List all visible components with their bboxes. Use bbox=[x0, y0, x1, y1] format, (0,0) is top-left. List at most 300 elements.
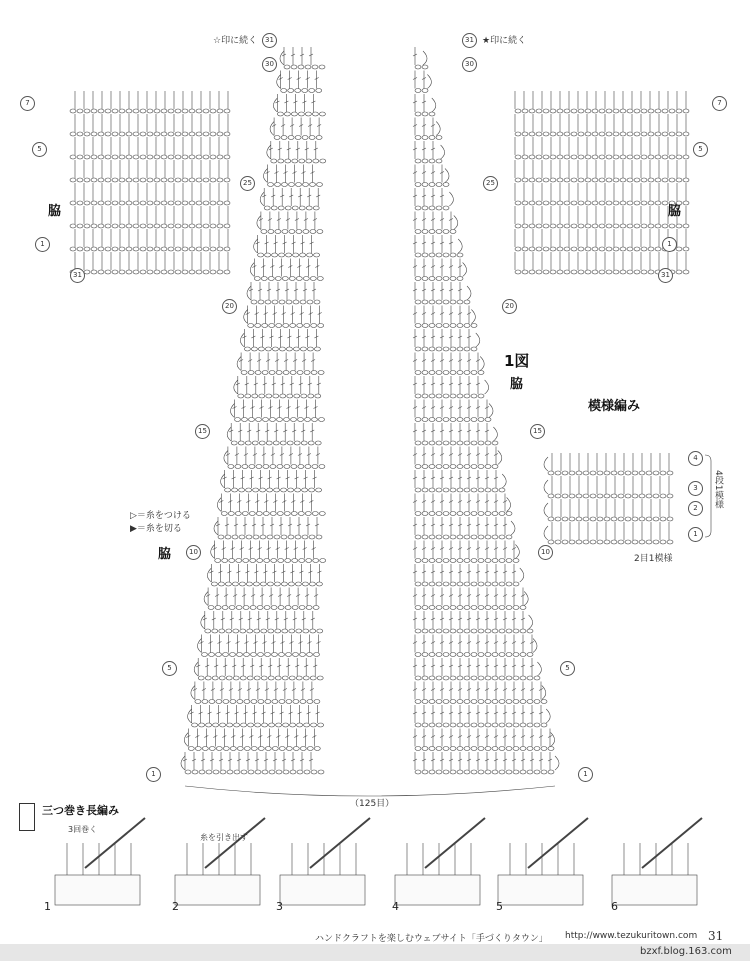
chain-mark bbox=[492, 700, 498, 704]
chain-mark bbox=[613, 270, 619, 274]
chain-mark bbox=[318, 723, 324, 727]
turning-chain bbox=[555, 756, 559, 770]
chain-mark bbox=[471, 418, 477, 422]
chain-mark bbox=[592, 270, 598, 274]
page-footer bbox=[0, 929, 750, 961]
chain-mark bbox=[571, 132, 577, 136]
turning-chain bbox=[427, 75, 431, 89]
chain-mark bbox=[119, 201, 125, 205]
chain-mark bbox=[450, 653, 456, 657]
chain-mark bbox=[422, 159, 428, 163]
row-number: 20 bbox=[502, 299, 517, 314]
chain-mark bbox=[154, 201, 160, 205]
chain-mark bbox=[429, 512, 435, 516]
chain-mark bbox=[457, 653, 463, 657]
chain-mark bbox=[520, 606, 526, 610]
chain-mark bbox=[233, 676, 239, 680]
chain-mark bbox=[522, 178, 528, 182]
chain-mark bbox=[422, 65, 428, 69]
chain-mark bbox=[599, 247, 605, 251]
chain-mark bbox=[429, 770, 435, 774]
chain-mark bbox=[429, 676, 435, 680]
chain-mark bbox=[648, 201, 654, 205]
chain-mark bbox=[268, 277, 274, 281]
chain-mark bbox=[305, 418, 311, 422]
chain-mark bbox=[422, 747, 428, 751]
chain-mark bbox=[199, 723, 205, 727]
chain-mark bbox=[203, 155, 209, 159]
chain-mark bbox=[541, 700, 547, 704]
footer-watermark: bzxf.blog.163.com bbox=[640, 946, 732, 957]
chain-mark bbox=[258, 300, 264, 304]
chain-mark bbox=[569, 494, 575, 498]
turning-chain bbox=[207, 568, 211, 582]
chain-mark bbox=[422, 441, 428, 445]
chain-mark bbox=[536, 270, 542, 274]
chain-mark bbox=[562, 540, 568, 544]
chain-mark bbox=[266, 394, 272, 398]
chain-mark bbox=[485, 535, 491, 539]
chain-mark bbox=[543, 109, 549, 113]
chain-mark bbox=[422, 535, 428, 539]
chain-mark bbox=[284, 418, 290, 422]
turning-chain bbox=[264, 169, 268, 183]
chain-mark bbox=[436, 441, 442, 445]
chain-mark bbox=[613, 247, 619, 251]
chain-mark bbox=[557, 201, 563, 205]
chain-mark bbox=[529, 201, 535, 205]
chain-mark bbox=[513, 559, 519, 563]
swatch-base bbox=[395, 875, 480, 905]
chain-mark bbox=[319, 418, 325, 422]
chain-mark bbox=[251, 347, 257, 351]
chain-mark bbox=[133, 132, 139, 136]
chain-mark bbox=[515, 132, 521, 136]
chain-mark bbox=[471, 347, 477, 351]
chain-mark bbox=[84, 224, 90, 228]
chain-mark bbox=[422, 394, 428, 398]
chain-mark bbox=[543, 201, 549, 205]
chain-mark bbox=[192, 770, 198, 774]
row-number: 25 bbox=[483, 176, 498, 191]
chain-mark bbox=[415, 159, 421, 163]
chain-mark bbox=[304, 371, 310, 375]
chain-mark bbox=[415, 606, 421, 610]
chain-mark bbox=[251, 700, 257, 704]
chain-mark bbox=[258, 347, 264, 351]
chain-mark bbox=[443, 582, 449, 586]
chain-mark bbox=[256, 465, 262, 469]
chain-mark bbox=[250, 559, 256, 563]
chain-mark bbox=[576, 494, 582, 498]
chain-mark bbox=[312, 512, 318, 516]
chain-mark bbox=[189, 132, 195, 136]
chain-mark bbox=[648, 178, 654, 182]
chain-mark bbox=[225, 488, 231, 492]
chain-mark bbox=[583, 540, 589, 544]
chain-mark bbox=[478, 676, 484, 680]
chain-mark bbox=[429, 206, 435, 210]
chain-mark bbox=[471, 629, 477, 633]
turning-chain bbox=[181, 756, 185, 770]
chain-mark bbox=[662, 109, 668, 113]
chain-mark bbox=[597, 517, 603, 521]
chain-mark bbox=[541, 723, 547, 727]
chain-mark bbox=[415, 418, 421, 422]
step-1: 1 bbox=[44, 900, 51, 913]
chain-mark bbox=[140, 247, 146, 251]
chain-mark bbox=[527, 676, 533, 680]
chain-mark bbox=[471, 535, 477, 539]
chain-mark bbox=[278, 606, 284, 610]
chain-mark bbox=[251, 653, 257, 657]
chain-mark bbox=[683, 155, 689, 159]
chain-mark bbox=[536, 155, 542, 159]
chain-mark bbox=[270, 418, 276, 422]
chain-mark bbox=[543, 270, 549, 274]
chain-mark bbox=[585, 132, 591, 136]
chain-mark bbox=[450, 465, 456, 469]
chain-mark bbox=[303, 277, 309, 281]
chain-mark bbox=[91, 201, 97, 205]
chain-mark bbox=[620, 270, 626, 274]
chain-mark bbox=[254, 676, 260, 680]
chain-mark bbox=[185, 770, 191, 774]
chain-mark bbox=[527, 629, 533, 633]
chain-mark bbox=[557, 178, 563, 182]
turning-chain bbox=[511, 521, 515, 535]
chain-mark bbox=[242, 465, 248, 469]
chain-mark bbox=[634, 109, 640, 113]
chain-mark bbox=[641, 201, 647, 205]
chain-mark bbox=[300, 700, 306, 704]
chain-mark bbox=[216, 653, 222, 657]
chain-mark bbox=[237, 747, 243, 751]
chain-mark bbox=[471, 723, 477, 727]
chain-mark bbox=[618, 540, 624, 544]
chain-mark bbox=[210, 247, 216, 251]
chain-mark bbox=[620, 224, 626, 228]
chain-mark bbox=[655, 178, 661, 182]
chain-mark bbox=[415, 559, 421, 563]
chain-mark bbox=[140, 132, 146, 136]
chain-mark bbox=[196, 270, 202, 274]
chain-mark bbox=[667, 517, 673, 521]
chain-mark bbox=[443, 277, 449, 281]
chain-mark bbox=[313, 159, 319, 163]
chain-mark bbox=[436, 559, 442, 563]
chain-mark bbox=[464, 394, 470, 398]
chain-mark bbox=[492, 441, 498, 445]
turning-chain bbox=[221, 474, 225, 488]
chain-mark bbox=[443, 653, 449, 657]
chain-mark bbox=[286, 253, 292, 257]
chain-mark bbox=[611, 494, 617, 498]
chain-mark bbox=[422, 183, 428, 187]
chain-mark bbox=[620, 155, 626, 159]
chain-mark bbox=[105, 201, 111, 205]
chain-mark bbox=[230, 700, 236, 704]
chain-mark bbox=[243, 559, 249, 563]
chain-mark bbox=[541, 770, 547, 774]
chain-mark bbox=[415, 676, 421, 680]
chain-mark bbox=[224, 201, 230, 205]
chain-mark bbox=[253, 582, 259, 586]
chain-mark bbox=[529, 270, 535, 274]
chain-mark bbox=[119, 270, 125, 274]
chain-mark bbox=[319, 112, 325, 116]
chain-mark bbox=[161, 247, 167, 251]
chain-mark bbox=[515, 178, 521, 182]
chain-mark bbox=[613, 224, 619, 228]
chain-mark bbox=[306, 559, 312, 563]
turning-chain bbox=[476, 333, 480, 347]
chain-mark bbox=[288, 89, 294, 93]
chain-mark bbox=[306, 606, 312, 610]
chain-mark bbox=[269, 324, 275, 328]
chain-mark bbox=[217, 270, 223, 274]
chain-mark bbox=[415, 112, 421, 116]
row-number: 30 bbox=[262, 57, 277, 72]
left-side-label: 脇 bbox=[158, 547, 172, 562]
chain-mark bbox=[443, 512, 449, 516]
chain-mark bbox=[283, 723, 289, 727]
chain-mark bbox=[429, 441, 435, 445]
chain-mark bbox=[485, 700, 491, 704]
chain-mark bbox=[613, 109, 619, 113]
chain-mark bbox=[232, 582, 238, 586]
chain-mark bbox=[529, 109, 535, 113]
chain-mark bbox=[604, 540, 610, 544]
swatch-base bbox=[280, 875, 365, 905]
chain-mark bbox=[571, 247, 577, 251]
chain-mark bbox=[478, 488, 484, 492]
chain-mark bbox=[283, 371, 289, 375]
chain-mark bbox=[274, 488, 280, 492]
chain-mark bbox=[303, 230, 309, 234]
chain-mark bbox=[284, 465, 290, 469]
chain-mark bbox=[443, 418, 449, 422]
chain-mark bbox=[492, 747, 498, 751]
turning-chain bbox=[537, 662, 541, 676]
chain-mark bbox=[277, 418, 283, 422]
row-number: 1 bbox=[146, 767, 161, 782]
chain-mark bbox=[302, 535, 308, 539]
chain-mark bbox=[299, 559, 305, 563]
chain-mark bbox=[91, 132, 97, 136]
chain-mark bbox=[254, 629, 260, 633]
turning-chain bbox=[467, 286, 471, 300]
chain-mark bbox=[248, 371, 254, 375]
chain-mark bbox=[277, 512, 283, 516]
turning-chain bbox=[244, 310, 248, 324]
chain-mark bbox=[499, 512, 505, 516]
chain-mark bbox=[471, 371, 477, 375]
chain-mark bbox=[310, 629, 316, 633]
chain-mark bbox=[457, 324, 463, 328]
chain-mark bbox=[196, 132, 202, 136]
chain-mark bbox=[175, 270, 181, 274]
chain-mark bbox=[499, 770, 505, 774]
chain-mark bbox=[126, 247, 132, 251]
chain-mark bbox=[534, 700, 540, 704]
chain-mark bbox=[105, 270, 111, 274]
chain-mark bbox=[415, 700, 421, 704]
chain-mark bbox=[260, 582, 266, 586]
row-number: 20 bbox=[222, 299, 237, 314]
chain-mark bbox=[506, 700, 512, 704]
chain-mark bbox=[634, 247, 640, 251]
chain-mark bbox=[478, 535, 484, 539]
chain-mark bbox=[534, 723, 540, 727]
turning-chain bbox=[551, 733, 555, 747]
turning-chain bbox=[211, 545, 215, 559]
chain-mark bbox=[536, 247, 542, 251]
turning-chain bbox=[257, 216, 261, 230]
chain-mark bbox=[578, 224, 584, 228]
chain-mark bbox=[222, 606, 228, 610]
chain-mark bbox=[273, 394, 279, 398]
chain-mark bbox=[212, 629, 218, 633]
chain-mark bbox=[415, 723, 421, 727]
chain-mark bbox=[248, 770, 254, 774]
swatch-base bbox=[55, 875, 140, 905]
chain-mark bbox=[513, 770, 519, 774]
chain-mark bbox=[238, 441, 244, 445]
chain-mark bbox=[555, 471, 561, 475]
chain-mark bbox=[639, 517, 645, 521]
chain-mark bbox=[119, 109, 125, 113]
chain-mark bbox=[175, 247, 181, 251]
chain-mark bbox=[220, 723, 226, 727]
chain-mark bbox=[627, 109, 633, 113]
chain-mark bbox=[228, 465, 234, 469]
turning-chain bbox=[191, 686, 195, 700]
chain-mark bbox=[464, 371, 470, 375]
chain-mark bbox=[300, 653, 306, 657]
chain-mark bbox=[248, 324, 254, 328]
chain-mark bbox=[264, 206, 270, 210]
chain-mark bbox=[436, 277, 442, 281]
chain-mark bbox=[536, 132, 542, 136]
chain-mark bbox=[307, 700, 313, 704]
chain-mark bbox=[307, 747, 313, 751]
chain-mark bbox=[195, 700, 201, 704]
chain-mark bbox=[415, 535, 421, 539]
chain-mark bbox=[583, 494, 589, 498]
chain-mark bbox=[464, 441, 470, 445]
chain-mark bbox=[229, 559, 235, 563]
chain-mark bbox=[557, 247, 563, 251]
chain-mark bbox=[529, 247, 535, 251]
chain-mark bbox=[84, 247, 90, 251]
chain-mark bbox=[319, 465, 325, 469]
turning-chain bbox=[214, 521, 218, 535]
chain-mark bbox=[298, 112, 304, 116]
chain-mark bbox=[485, 606, 491, 610]
turning-chain bbox=[224, 451, 228, 465]
chain-mark bbox=[314, 747, 320, 751]
turning-chain bbox=[194, 662, 198, 676]
turning-chain bbox=[445, 169, 449, 183]
chain-mark bbox=[278, 559, 284, 563]
chain-mark bbox=[306, 159, 312, 163]
chain-mark bbox=[279, 300, 285, 304]
chain-mark bbox=[550, 132, 556, 136]
chain-mark bbox=[653, 517, 659, 521]
chain-mark bbox=[255, 371, 261, 375]
chain-mark bbox=[683, 109, 689, 113]
chain-mark bbox=[305, 65, 311, 69]
chain-mark bbox=[522, 109, 528, 113]
chain-mark bbox=[91, 247, 97, 251]
chain-mark bbox=[223, 700, 229, 704]
chain-mark bbox=[639, 540, 645, 544]
chain-mark bbox=[147, 109, 153, 113]
chain-mark bbox=[249, 418, 255, 422]
chain-mark bbox=[278, 206, 284, 210]
row-number: 1 bbox=[578, 767, 593, 782]
chain-mark bbox=[189, 270, 195, 274]
chain-mark bbox=[620, 247, 626, 251]
chain-mark bbox=[119, 155, 125, 159]
chain-mark bbox=[569, 540, 575, 544]
chain-mark bbox=[599, 224, 605, 228]
chain-mark bbox=[261, 629, 267, 633]
chain-mark bbox=[450, 441, 456, 445]
chain-mark bbox=[300, 747, 306, 751]
chain-mark bbox=[246, 535, 252, 539]
chain-mark bbox=[175, 224, 181, 228]
chain-mark bbox=[471, 512, 477, 516]
chain-mark bbox=[254, 277, 260, 281]
chain-mark bbox=[261, 277, 267, 281]
chain-mark bbox=[161, 201, 167, 205]
chain-mark bbox=[655, 155, 661, 159]
chain-mark bbox=[305, 465, 311, 469]
chain-mark bbox=[297, 371, 303, 375]
footer-url[interactable]: http://www.tezukuritown.com bbox=[565, 931, 698, 941]
chain-mark bbox=[304, 770, 310, 774]
chain-mark bbox=[457, 347, 463, 351]
chain-mark bbox=[634, 155, 640, 159]
turning-chain bbox=[544, 457, 548, 471]
chain-mark bbox=[506, 582, 512, 586]
chain-mark bbox=[277, 112, 283, 116]
chain-mark bbox=[429, 606, 435, 610]
chain-mark bbox=[527, 653, 533, 657]
chain-mark bbox=[571, 178, 577, 182]
chain-mark bbox=[317, 230, 323, 234]
chain-mark bbox=[98, 270, 104, 274]
chain-mark bbox=[84, 178, 90, 182]
chain-mark bbox=[211, 582, 217, 586]
turning-chain bbox=[234, 380, 238, 394]
chain-mark bbox=[310, 277, 316, 281]
chain-mark bbox=[288, 582, 294, 586]
chain-mark bbox=[313, 559, 319, 563]
chain-mark bbox=[660, 471, 666, 475]
chain-mark bbox=[224, 270, 230, 274]
chain-mark bbox=[189, 224, 195, 228]
chain-mark bbox=[77, 247, 83, 251]
chain-mark bbox=[599, 270, 605, 274]
chain-mark bbox=[133, 155, 139, 159]
chain-mark bbox=[244, 747, 250, 751]
chain-mark bbox=[578, 109, 584, 113]
chain-mark bbox=[237, 653, 243, 657]
chain-mark bbox=[210, 201, 216, 205]
